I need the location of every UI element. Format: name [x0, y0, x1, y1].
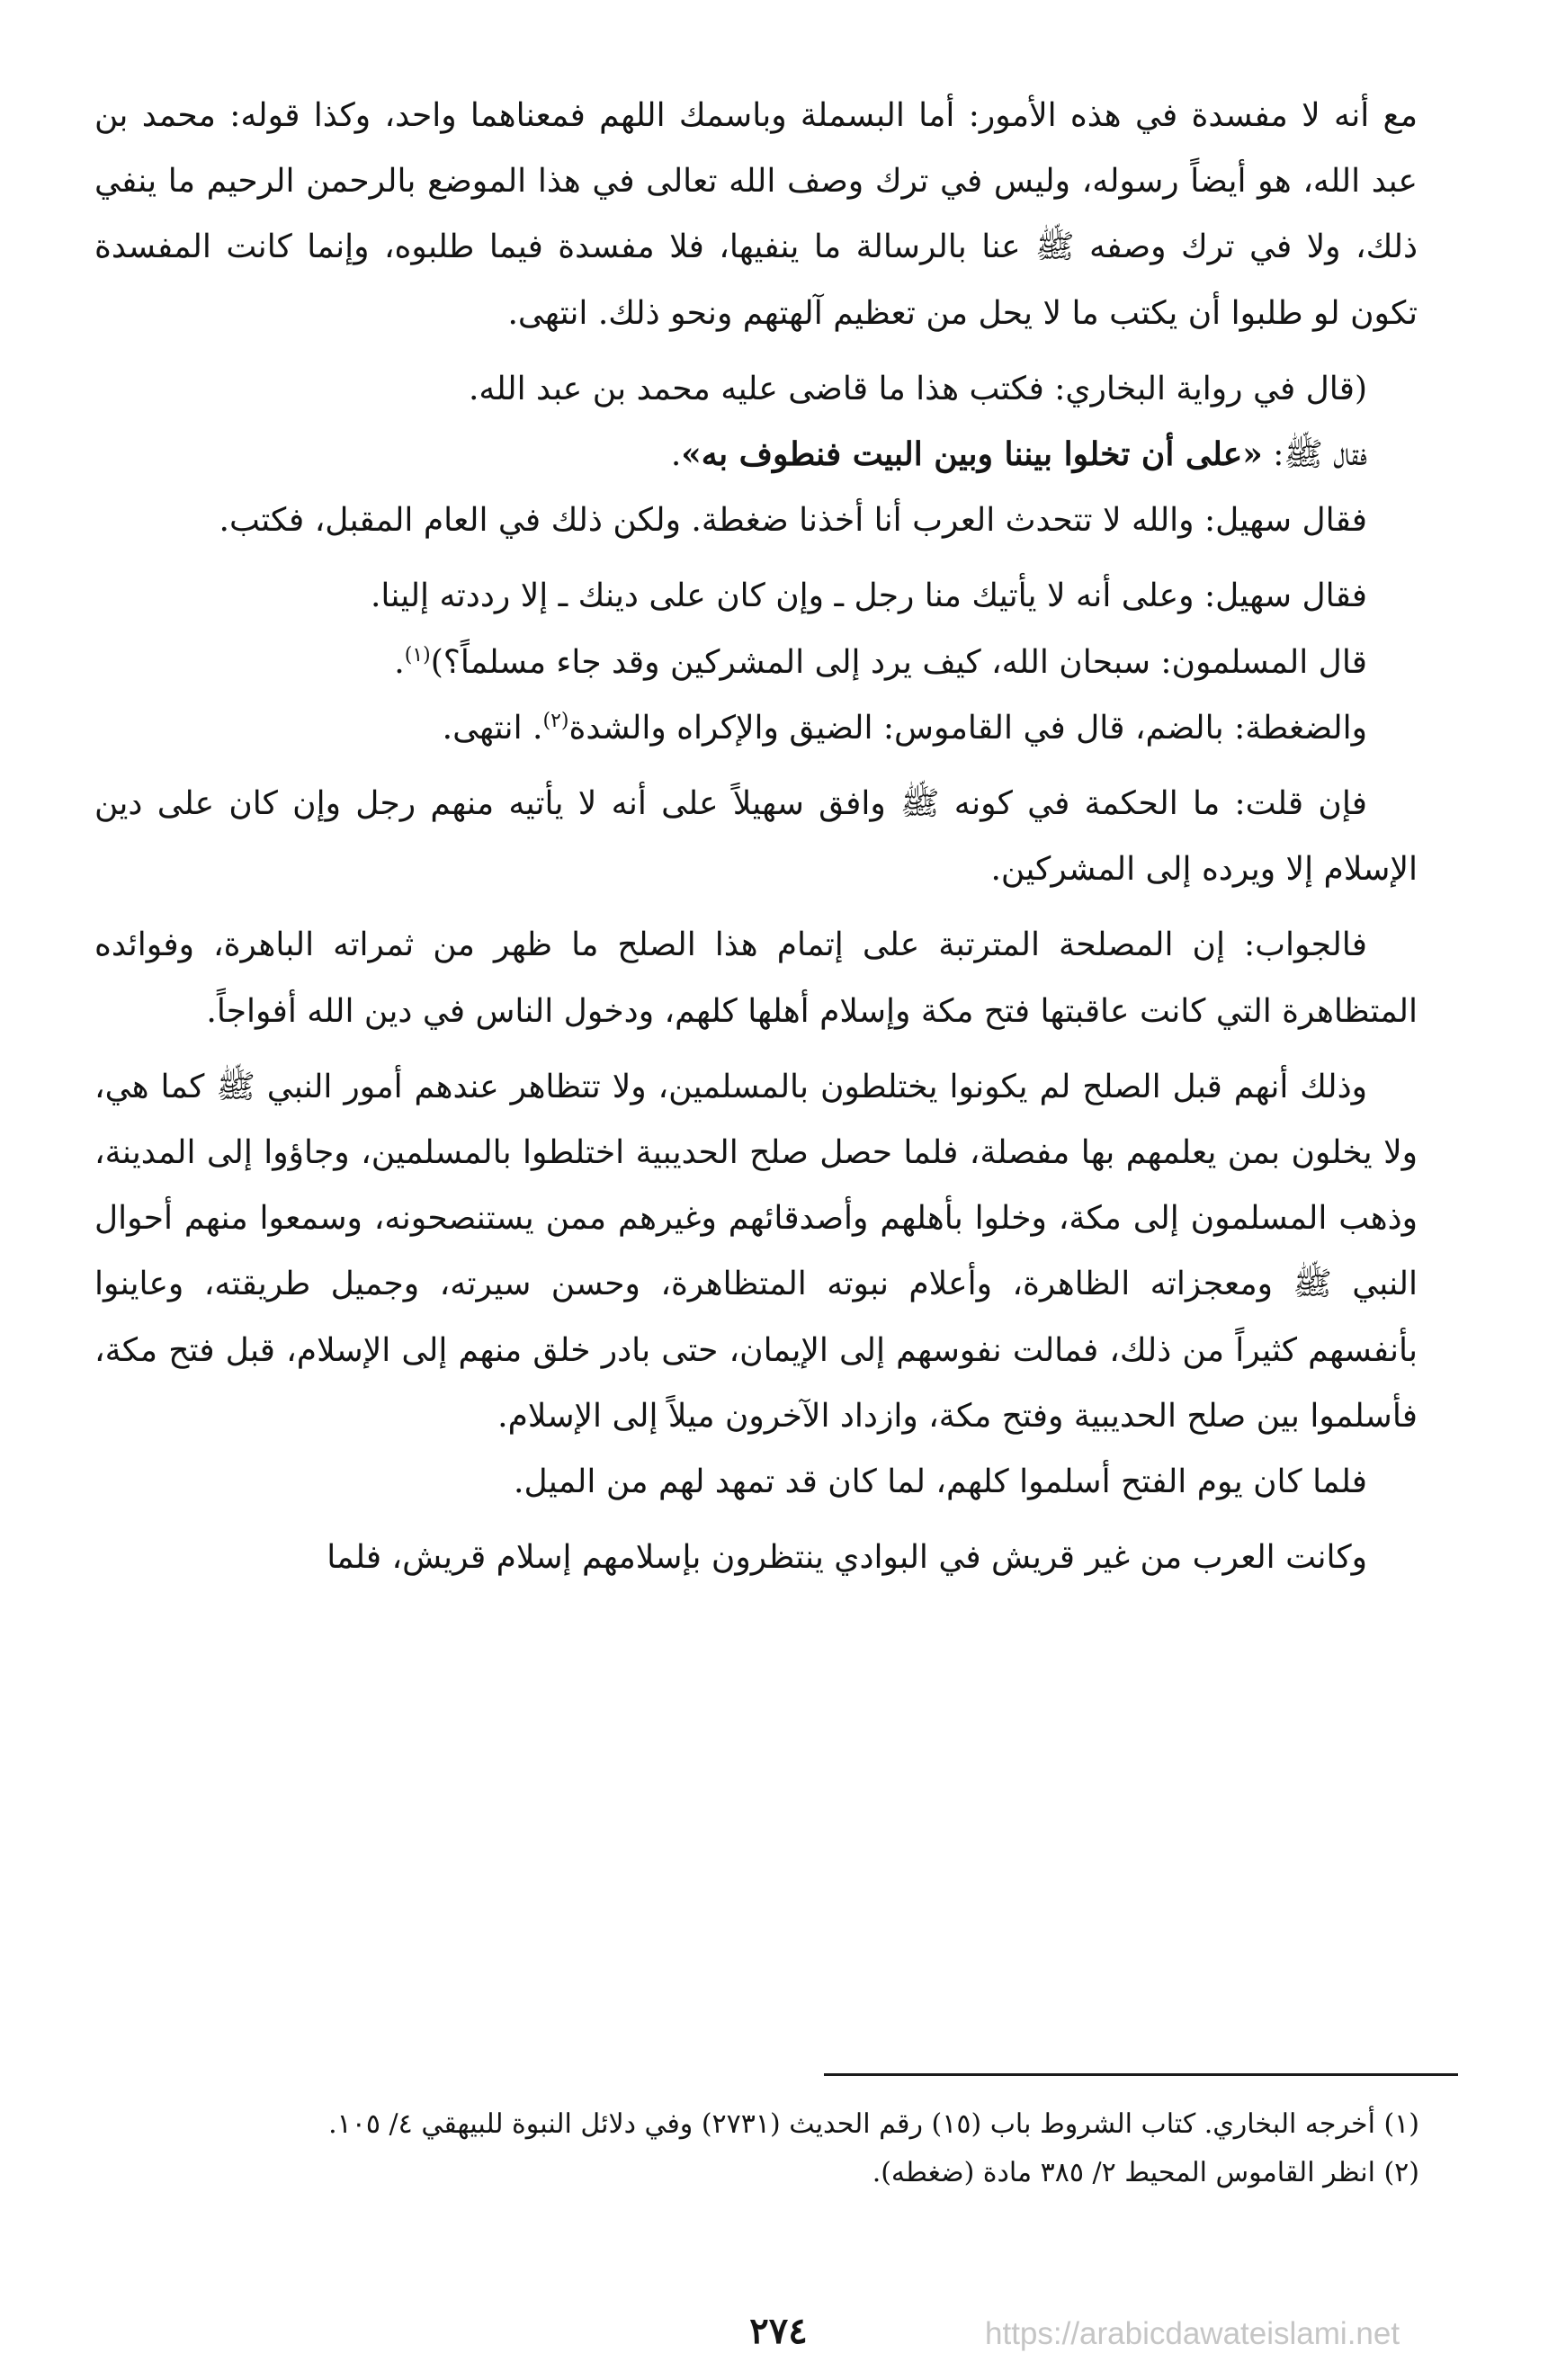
footnotes-section	[94, 2100, 1419, 2197]
paragraph-suhail-response: فقال سهيل: والله لا تتحدث العرب أنا أخذنا ضغطة. ولكن ذلك في العام المقبل، فكتب.	[219, 502, 1367, 540]
paragraph-muslims-reaction	[94, 630, 1418, 695]
paragraph-explanation: وذلك أنهم قبل الصلح لم يكونوا يختلطون بالمسلمين، ولا تتظاهر عندهم أمور النبي ﷺ كما هي، ولا يخلون بمن يعلمهم بها مفصلة، فلما حصل صلح الحديبية اختلطوا بالمسلمين، وجاؤوا إلى المدينة، وذهب المسلمون إلى مكة، وخلوا بأهلهم وأصدقائهم وغيرهم ممن يستنصحونه، وسمعوا منهم أحوال النبي ﷺ ومعجزاته الظاهرة، وأعلام نبوته المتظاهرة، وحسن سيرته، وجميل طريقته، وعاينوا بأنفسهم كثيراً من ذلك، فمالت نفوسهم إلى الإيمان، حتى بادر خلق منهم إلى الإسلام، قبل فتح مكة، فأسلموا بين صلح الحديبية وفتح مكة، وازداد الآخرون ميلاً إلى الإسلام.	[94, 1068, 1418, 1435]
footnote-ref-2: (٢)	[542, 709, 569, 732]
muslims-text: قال المسلمون: سبحان الله، كيف يرد إلى المشركين وقد جاء مسلماً؟)	[430, 643, 1367, 681]
footnote-2: (٢) انظر القاموس المحيط ٢/ ٣٨٥ مادة (ضغطه).	[872, 2157, 1419, 2188]
prophet-quote: «على أن تخلوا بيننا وبين البيت فنطوف به»	[681, 435, 1263, 474]
watermark-url: https://arabicdawateislami.net	[985, 2316, 1400, 2351]
paragraph-prophet-saying	[94, 422, 1418, 488]
saying-prefix: فقال ﷺ:	[1262, 436, 1367, 474]
paragraph-daghta-definition	[94, 695, 1418, 761]
paragraph-answer: فالجواب: إن المصلحة المترتبة على إتمام هذا الصلح ما ظهر من ثمراته الباهرة، وفوائده المتظاهرة التي كانت عاقبتها فتح مكة وإسلام أهلها كلهم، ودخول الناس في دين الله أفواجاً.	[94, 926, 1418, 1030]
daghta-suffix: . انتهى.	[442, 709, 543, 747]
footnote-divider	[824, 2073, 1458, 2076]
main-text	[94, 83, 1418, 1590]
paragraph-question: فإن قلت: ما الحكمة في كونه ﷺ وافق سهيلاً على أنه لا يأتيه منهم رجل وإن كان على دين الإسلام إلا ويرده إلى المشركين.	[94, 785, 1418, 889]
paragraph-conquest-day: فلما كان يوم الفتح أسلموا كلهم، لما كان قد تمهد لهم من الميل.	[514, 1463, 1367, 1501]
page-number: ٢٧٤	[749, 2310, 808, 2352]
footnote-ref-1: (١)	[404, 643, 431, 667]
paragraph-arabs-waiting: وكانت العرب من غير قريش في البوادي ينتظرون بإسلامهم إسلام قريش، فلما	[327, 1539, 1367, 1577]
paragraph-suhail-condition: فقال سهيل: وعلى أنه لا يأتيك منا رجل ـ وإن كان على دينك ـ إلا رددته إلينا.	[370, 577, 1367, 615]
footnote-1: (١) أخرجه البخاري. كتاب الشروط باب (١٥) رقم الحديث (٢٧٣١) وفي دلائل النبوة للبيهقي ٤/ ١٠٥.	[328, 2108, 1419, 2140]
paragraph-bukhari-narration: (قال في رواية البخاري: فكتب هذا ما قاضى عليه محمد بن عبد الله.	[468, 370, 1367, 407]
saying-suffix: .	[670, 436, 682, 474]
paragraph-basmala: مع أنه لا مفسدة في هذه الأمور: أما البسملة وباسمك اللهم فمعناهما واحد، وكذا قوله: محمد بن عبد الله، هو أيضاً رسوله، وليس في ترك وصف الله تعالى في هذا الموضع بالرحمن الرحيم ما ينفي ذلك، ولا في ترك وصفه ﷺ عنا بالرسالة ما ينفيها، فلا مفسدة فيما طلبوه، وإنما كانت المفسدة تكون لو طلبوا أن يكتب ما لا يحل من تعظيم آلهتهم ونحو ذلك. انتهى.	[94, 97, 1418, 332]
daghta-text: والضغطة: بالضم، قال في القاموس: الضيق والإكراه والشدة	[568, 709, 1367, 747]
muslims-suffix: .	[394, 643, 405, 681]
